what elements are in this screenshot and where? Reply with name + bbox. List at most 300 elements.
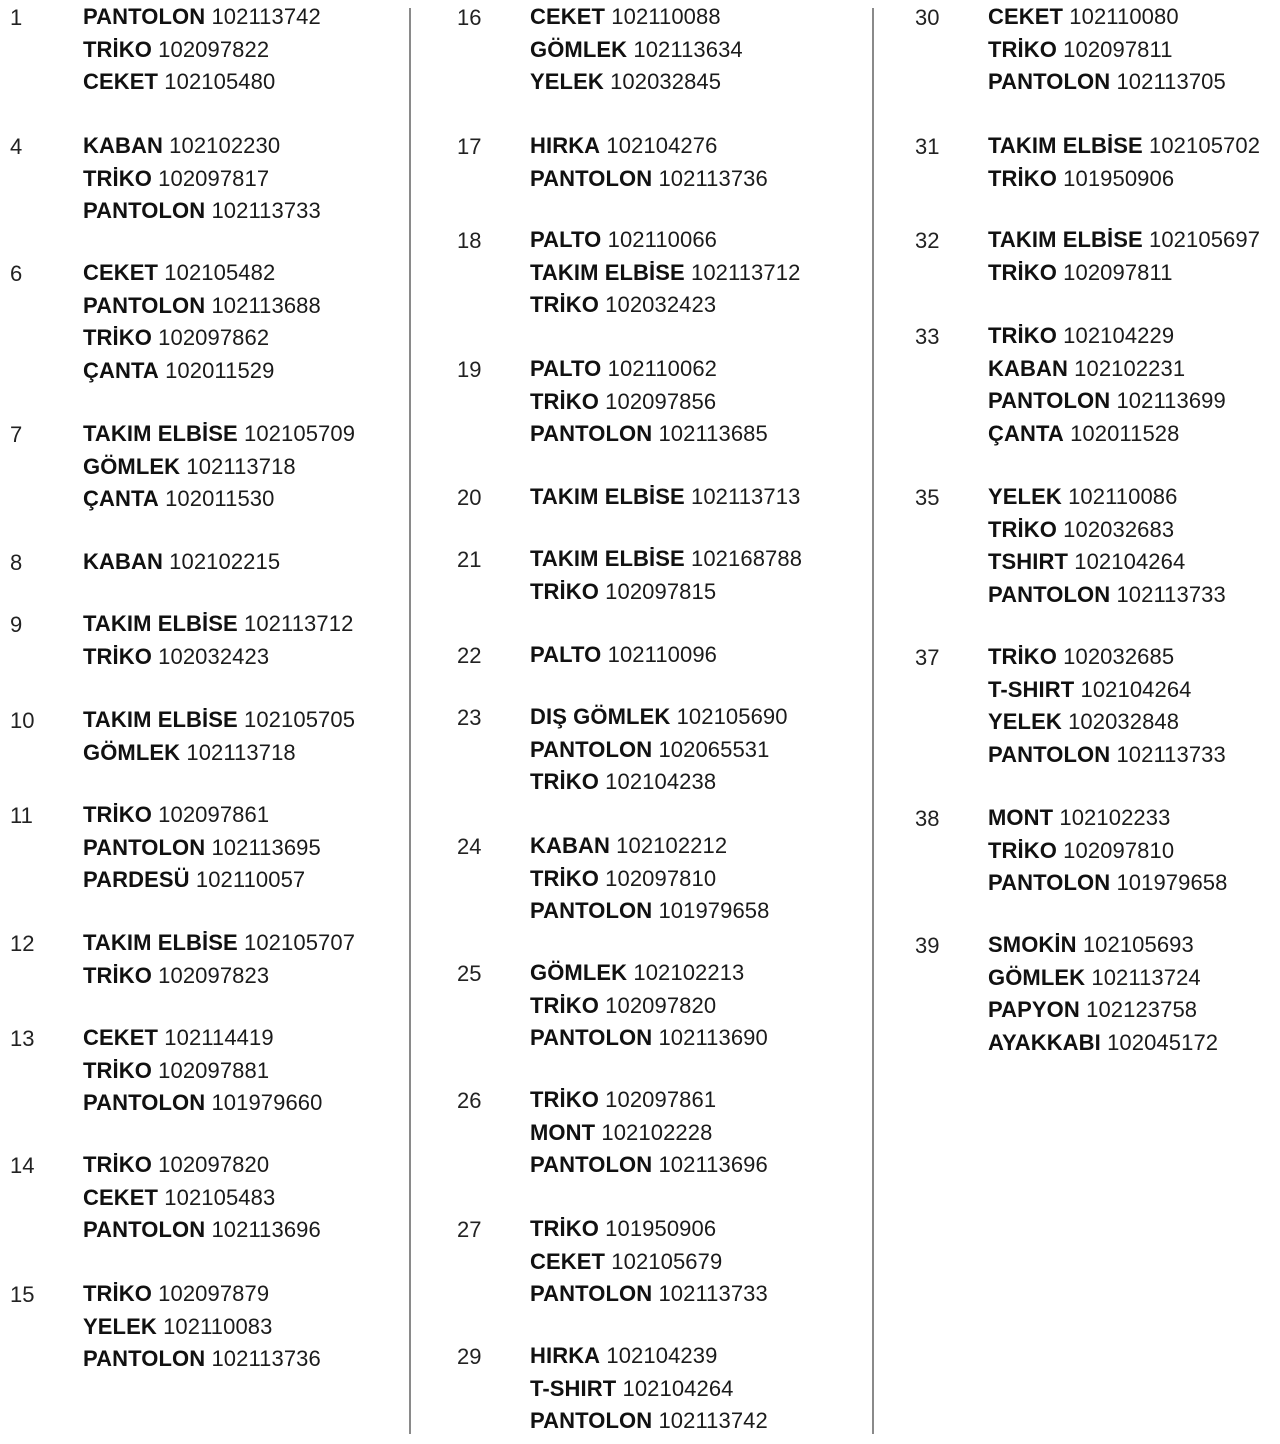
item-name: TRİKO xyxy=(83,165,152,191)
list-item xyxy=(988,418,1226,451)
list-item xyxy=(530,66,743,99)
list-item xyxy=(83,322,321,355)
list-item xyxy=(988,320,1226,353)
list-item xyxy=(530,1149,768,1182)
entry-number: 12 xyxy=(10,931,35,956)
entry-number: 24 xyxy=(457,834,482,859)
item-code: 102011529 xyxy=(165,358,275,384)
item-name: TAKIM ELBİSE xyxy=(83,707,238,732)
item-code: 102113634 xyxy=(633,36,743,62)
item-name: PANTOLON xyxy=(530,421,653,447)
item-code: 102032423 xyxy=(605,292,717,318)
item-code: 102110066 xyxy=(607,227,717,252)
item-name: ÇANTA xyxy=(83,358,159,384)
item-code: 102097820 xyxy=(605,992,717,1018)
item-code: 102113712 xyxy=(244,611,354,636)
item-name: TRİKO xyxy=(988,516,1057,542)
item-name: TRİKO xyxy=(83,962,152,988)
item-code: 102113733 xyxy=(1116,742,1226,768)
list-item xyxy=(83,1182,321,1215)
item-name: PALTO xyxy=(530,356,602,381)
list-item xyxy=(83,195,321,228)
list-item xyxy=(83,864,321,897)
item-name: TRİKO xyxy=(83,1057,152,1083)
item-name: TRİKO xyxy=(530,769,599,795)
item-code: 102045172 xyxy=(1107,1030,1219,1056)
list-item xyxy=(988,674,1226,707)
list-item xyxy=(530,1246,768,1279)
list-item xyxy=(988,739,1226,772)
item-code: 102102231 xyxy=(1074,355,1186,381)
item-code: 102113742 xyxy=(658,1408,768,1434)
list-item xyxy=(530,639,717,672)
item-code: 102113742 xyxy=(211,4,321,29)
item-code: 102105709 xyxy=(244,421,356,446)
item-code: 102105690 xyxy=(676,704,788,729)
item-code: 102104229 xyxy=(1063,323,1175,348)
item-code: 102105702 xyxy=(1149,133,1261,158)
item-name: TRİKO xyxy=(988,259,1057,285)
item-name: MONT xyxy=(530,1119,596,1145)
item-name: PANTOLON xyxy=(988,870,1111,896)
item-code: 102113685 xyxy=(658,421,768,447)
item-code: 102113712 xyxy=(691,259,801,285)
item-code: 102097861 xyxy=(605,1087,717,1112)
item-code: 102032685 xyxy=(1063,644,1175,669)
item-name: TSHIRT xyxy=(988,549,1069,575)
item-code: 102113736 xyxy=(211,1346,321,1372)
item-code: 102113699 xyxy=(1116,388,1226,414)
item-name: PALTO xyxy=(530,642,602,667)
item-code: 102011528 xyxy=(1070,421,1180,447)
item-code: 102113736 xyxy=(658,165,768,191)
entry-number: 37 xyxy=(915,645,940,670)
list-item xyxy=(530,766,788,799)
list-item xyxy=(83,418,355,451)
item-name: PANTOLON xyxy=(530,165,653,191)
list-item xyxy=(530,863,769,896)
item-name: PALTO xyxy=(530,227,602,252)
item-name: TAKIM ELBİSE xyxy=(988,227,1143,252)
item-code: 102102233 xyxy=(1059,805,1171,830)
item-code: 102105679 xyxy=(611,1248,723,1274)
item-name: YELEK xyxy=(530,69,604,95)
item-name: TRİKO xyxy=(530,992,599,1018)
item-name: PANTOLON xyxy=(530,736,653,762)
item-name: TRİKO xyxy=(530,388,599,414)
item-name: YELEK xyxy=(988,709,1062,735)
item-name: GÖMLEK xyxy=(530,960,628,985)
item-name: TRİKO xyxy=(988,165,1057,191)
list-item xyxy=(530,224,800,257)
item-name: TRİKO xyxy=(530,578,599,604)
item-code: 102113690 xyxy=(658,1025,768,1051)
entry-number: 7 xyxy=(10,422,23,447)
entry-number: 31 xyxy=(915,134,940,159)
entry-number: 39 xyxy=(915,933,940,958)
list-item xyxy=(530,386,768,419)
entry-number: 26 xyxy=(457,1088,482,1113)
item-name: PANTOLON xyxy=(83,4,206,29)
list-item xyxy=(988,835,1227,868)
list-item xyxy=(83,737,355,770)
list-item xyxy=(83,130,321,163)
list-item xyxy=(530,1213,768,1246)
list-item xyxy=(530,734,788,767)
entry-number: 10 xyxy=(10,708,35,733)
list-item xyxy=(530,895,769,928)
list-item xyxy=(988,130,1260,163)
item-name: HIRKA xyxy=(530,133,601,158)
list-item xyxy=(530,1,743,34)
item-code: 102032845 xyxy=(610,69,722,95)
item-name: PANTOLON xyxy=(83,1217,206,1243)
list-item xyxy=(988,481,1226,514)
item-name: AYAKKABI xyxy=(988,1030,1101,1056)
entry-number: 8 xyxy=(10,550,23,575)
item-name: PANTOLON xyxy=(988,582,1111,608)
item-code: 102168788 xyxy=(691,546,803,571)
item-code: 102011530 xyxy=(165,486,275,512)
list-item xyxy=(530,576,802,609)
list-item xyxy=(83,1149,321,1182)
list-item xyxy=(83,163,321,196)
entry-number: 33 xyxy=(915,324,940,349)
entry-number: 23 xyxy=(457,705,482,730)
list-item xyxy=(530,1340,768,1373)
list-item xyxy=(83,1087,322,1120)
item-code: 101979658 xyxy=(1116,870,1228,896)
item-code: 102114419 xyxy=(164,1025,274,1050)
list-item xyxy=(988,994,1218,1027)
list-item xyxy=(83,799,321,832)
item-name: ÇANTA xyxy=(988,421,1064,447)
list-item xyxy=(83,355,321,388)
list-item xyxy=(988,929,1218,962)
list-item xyxy=(988,706,1226,739)
list-item xyxy=(83,927,355,960)
item-code: 102113696 xyxy=(211,1217,321,1243)
list-item xyxy=(530,957,768,990)
item-name: TRİKO xyxy=(988,323,1057,348)
list-item xyxy=(988,224,1260,257)
item-code: 102105693 xyxy=(1082,932,1194,957)
item-code: 102097822 xyxy=(158,36,270,62)
list-item xyxy=(83,1214,321,1247)
list-item xyxy=(988,1,1226,34)
item-code: 102104264 xyxy=(622,1375,734,1401)
item-name: TRİKO xyxy=(530,1087,599,1112)
item-code: 102113733 xyxy=(658,1281,768,1307)
item-code: 102110096 xyxy=(607,642,717,667)
entry-number: 22 xyxy=(457,643,482,668)
list-item xyxy=(988,962,1218,995)
entry-number: 32 xyxy=(915,228,940,253)
item-code: 101979660 xyxy=(211,1090,323,1116)
item-code: 102065531 xyxy=(658,736,770,762)
item-name: MONT xyxy=(988,805,1054,830)
item-code: 102097811 xyxy=(1063,259,1173,285)
list-item xyxy=(83,451,355,484)
item-code: 102113705 xyxy=(1116,69,1226,95)
list-item xyxy=(530,418,768,451)
list-item xyxy=(83,546,280,579)
item-name: CEKET xyxy=(530,4,606,29)
list-item xyxy=(530,481,800,514)
list-item xyxy=(83,1,321,34)
item-code: 102097810 xyxy=(605,865,717,891)
item-name: YELEK xyxy=(988,484,1062,509)
list-item xyxy=(83,1278,321,1311)
item-code: 102097823 xyxy=(158,962,270,988)
item-name: TRİKO xyxy=(988,837,1057,863)
item-name: CEKET xyxy=(83,69,159,95)
item-name: DIŞ GÖMLEK xyxy=(530,704,671,729)
item-name: KABAN xyxy=(83,133,163,158)
entry-number: 27 xyxy=(457,1217,482,1242)
item-code: 102110088 xyxy=(611,4,721,29)
item-code: 102104276 xyxy=(606,133,718,158)
list-item xyxy=(530,1117,768,1150)
item-name: PAPYON xyxy=(988,997,1080,1023)
list-item xyxy=(83,960,355,993)
item-name: CEKET xyxy=(83,1184,159,1210)
item-name: TRİKO xyxy=(530,1216,599,1241)
item-name: TRİKO xyxy=(530,292,599,318)
list-item xyxy=(530,1373,768,1406)
entry-number: 17 xyxy=(457,134,482,159)
item-code: 102105707 xyxy=(244,930,356,955)
entry-number: 13 xyxy=(10,1026,35,1051)
item-code: 102104238 xyxy=(605,769,717,795)
list-item xyxy=(530,130,768,163)
item-name: ÇANTA xyxy=(83,486,159,512)
item-name: TRİKO xyxy=(988,644,1057,669)
list-item xyxy=(530,34,743,67)
list-item xyxy=(988,163,1260,196)
item-code: 102097861 xyxy=(158,802,270,827)
list-item xyxy=(83,483,355,516)
list-item xyxy=(530,701,788,734)
item-code: 102123758 xyxy=(1086,997,1198,1023)
entry-number: 38 xyxy=(915,806,940,831)
item-code: 102104264 xyxy=(1080,676,1192,702)
item-code: 102097856 xyxy=(605,388,717,414)
item-name: TRİKO xyxy=(530,865,599,891)
entry-number: 14 xyxy=(10,1153,35,1178)
item-name: TRİKO xyxy=(83,1152,152,1177)
item-name: TAKIM ELBİSE xyxy=(530,259,685,285)
item-code: 102032683 xyxy=(1063,516,1175,542)
list-item xyxy=(530,1405,768,1438)
entry-number: 19 xyxy=(457,357,482,382)
item-code: 102097810 xyxy=(1063,837,1175,863)
item-name: PANTOLON xyxy=(530,898,653,924)
item-name: PANTOLON xyxy=(83,292,206,318)
item-name: CEKET xyxy=(988,4,1064,29)
list-item xyxy=(530,163,768,196)
item-code: 102032423 xyxy=(158,643,270,669)
column-divider xyxy=(872,8,874,1434)
entry-number: 11 xyxy=(10,803,33,828)
list-item xyxy=(988,579,1226,612)
entry-number: 18 xyxy=(457,228,482,253)
list-item xyxy=(988,353,1226,386)
item-name: TAKIM ELBİSE xyxy=(83,611,238,636)
item-code: 101979658 xyxy=(658,898,770,924)
item-code: 102105482 xyxy=(164,260,276,285)
list-item xyxy=(83,608,353,641)
item-code: 102104239 xyxy=(606,1343,718,1368)
entry-number: 4 xyxy=(10,134,23,159)
item-name: GÖMLEK xyxy=(83,453,181,479)
item-name: YELEK xyxy=(83,1313,157,1339)
entry-number: 6 xyxy=(10,261,23,286)
list-item xyxy=(83,66,321,99)
list-item xyxy=(988,867,1227,900)
list-item xyxy=(988,34,1226,67)
item-name: TRİKO xyxy=(83,802,152,827)
item-name: GÖMLEK xyxy=(530,36,628,62)
item-code: 102113713 xyxy=(691,484,801,509)
item-name: PANTOLON xyxy=(988,742,1111,768)
item-code: 102102230 xyxy=(169,133,281,158)
item-name: KABAN xyxy=(83,549,163,574)
list-item xyxy=(988,66,1226,99)
item-name: TAKIM ELBİSE xyxy=(988,133,1143,158)
item-name: SMOKİN xyxy=(988,932,1077,957)
item-code: 102113695 xyxy=(211,834,321,860)
item-code: 102113733 xyxy=(211,198,321,224)
list-item xyxy=(83,34,321,67)
entry-number: 20 xyxy=(457,485,482,510)
item-name: T-SHIRT xyxy=(988,676,1075,702)
item-code: 102097820 xyxy=(158,1152,270,1177)
item-code: 102105697 xyxy=(1149,227,1261,252)
item-name: PANTOLON xyxy=(530,1408,653,1434)
item-name: TAKIM ELBİSE xyxy=(530,484,685,509)
item-code: 102110086 xyxy=(1068,484,1178,509)
item-code: 102032848 xyxy=(1068,709,1180,735)
list-item xyxy=(530,1022,768,1055)
entry-number: 9 xyxy=(10,612,23,637)
item-name: PANTOLON xyxy=(530,1281,653,1307)
item-name: TRİKO xyxy=(83,1281,152,1306)
list-item xyxy=(988,257,1260,290)
item-code: 102105705 xyxy=(244,707,356,732)
list-item xyxy=(530,830,769,863)
item-code: 102113733 xyxy=(1116,582,1226,608)
item-code: 102097817 xyxy=(158,165,270,191)
item-code: 102110062 xyxy=(607,356,717,381)
item-name: PANTOLON xyxy=(530,1025,653,1051)
item-code: 102102215 xyxy=(169,549,281,574)
item-code: 102113688 xyxy=(211,292,321,318)
item-code: 102097815 xyxy=(605,578,717,604)
list-item xyxy=(988,546,1226,579)
item-code: 101950906 xyxy=(1063,165,1175,191)
item-code: 102105480 xyxy=(164,69,276,95)
item-name: T-SHIRT xyxy=(530,1375,617,1401)
list-item xyxy=(988,385,1226,418)
list-item xyxy=(988,641,1226,674)
list-item xyxy=(988,802,1227,835)
item-name: TRİKO xyxy=(988,36,1057,62)
list-item xyxy=(83,1022,322,1055)
item-name: HIRKA xyxy=(530,1343,601,1368)
item-name: TAKIM ELBİSE xyxy=(530,546,685,571)
item-name: PANTOLON xyxy=(83,834,206,860)
item-code: 102102212 xyxy=(616,833,728,858)
item-code: 102097862 xyxy=(158,325,270,351)
list-item xyxy=(83,832,321,865)
list-item xyxy=(530,543,802,576)
item-name: PANTOLON xyxy=(83,198,206,224)
list-item xyxy=(530,1278,768,1311)
item-name: GÖMLEK xyxy=(83,739,181,765)
list-item xyxy=(530,1084,768,1117)
item-code: 102110083 xyxy=(163,1313,273,1339)
entry-number: 15 xyxy=(10,1282,35,1307)
item-name: CEKET xyxy=(83,260,159,285)
item-code: 102113718 xyxy=(186,739,296,765)
entry-number: 16 xyxy=(457,5,482,30)
entry-number: 25 xyxy=(457,961,482,986)
entry-number: 21 xyxy=(457,547,482,572)
item-name: TRİKO xyxy=(83,325,152,351)
item-name: KABAN xyxy=(988,355,1068,381)
item-name: CEKET xyxy=(530,1248,606,1274)
item-name: PANTOLON xyxy=(988,69,1111,95)
list-item xyxy=(988,514,1226,547)
item-name: TRİKO xyxy=(83,643,152,669)
item-code: 102110057 xyxy=(195,867,306,893)
item-code: 102097881 xyxy=(158,1057,270,1083)
item-code: 102113718 xyxy=(186,453,296,479)
list-item xyxy=(530,353,768,386)
item-name: PANTOLON xyxy=(530,1152,653,1178)
entry-number: 29 xyxy=(457,1344,482,1369)
item-code: 102104264 xyxy=(1074,549,1186,575)
list-item xyxy=(83,1311,321,1344)
list-item xyxy=(530,990,768,1023)
item-code: 102113696 xyxy=(658,1152,768,1178)
item-code: 102102228 xyxy=(601,1119,713,1145)
list-item xyxy=(83,290,321,323)
item-code: 102097811 xyxy=(1063,36,1173,62)
item-code: 102110080 xyxy=(1069,4,1179,29)
item-name: PANTOLON xyxy=(83,1346,206,1372)
item-name: GÖMLEK xyxy=(988,964,1086,990)
item-code: 102097879 xyxy=(158,1281,270,1306)
list-item xyxy=(530,257,800,290)
item-name: PANTOLON xyxy=(83,1090,206,1116)
list-item xyxy=(83,257,321,290)
list-item xyxy=(83,641,353,674)
item-name: PARDESÜ xyxy=(83,867,190,893)
entry-number: 1 xyxy=(10,5,23,30)
column-divider xyxy=(409,8,411,1434)
item-code: 102113724 xyxy=(1091,964,1201,990)
item-name: CEKET xyxy=(83,1025,159,1050)
item-name: PANTOLON xyxy=(988,388,1111,414)
list-item xyxy=(83,1343,321,1376)
item-name: TAKIM ELBİSE xyxy=(83,421,238,446)
list-item xyxy=(83,1055,322,1088)
item-name: KABAN xyxy=(530,833,610,858)
list-item xyxy=(988,1027,1218,1060)
list-item xyxy=(530,289,800,322)
